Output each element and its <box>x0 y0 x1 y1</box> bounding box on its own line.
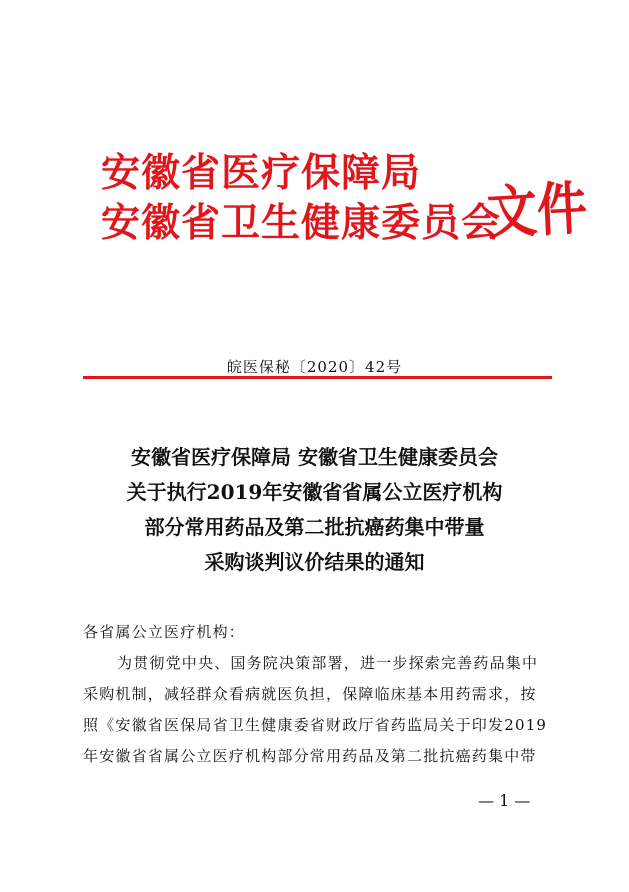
body-text-line: 为贯彻党中央、国务院决策部署，进一步探索完善药品集中 <box>117 654 539 672</box>
issuer-block <box>101 148 502 248</box>
issuer-name-health-commission: 安徽省卫生健康委员会 <box>101 200 502 246</box>
notice-title <box>0 440 629 580</box>
title-line: 关于执行2019年安徽省省属公立医疗机构 <box>126 480 503 504</box>
body-text-line: 照《安徽省医保局省卫生健康委省财政厅省药监局关于印发2019 <box>83 716 548 734</box>
notice-body <box>83 617 559 772</box>
title-line: 部分常用药品及第二批抗癌药集中带量 <box>144 515 485 539</box>
salutation: 各省属公立医疗机构： <box>83 623 246 641</box>
document-mark-wenjian: 文件 <box>485 173 589 248</box>
issuer-name-medical-security: 安徽省医疗保障局 <box>101 150 422 196</box>
document-number: 皖医保秘〔2020〕42号 <box>226 358 403 376</box>
title-line: 采购谈判议价结果的通知 <box>204 550 425 574</box>
body-text-line: 年安徽省省属公立医疗机构部分常用药品及第二批抗癌药集中带 <box>83 747 537 765</box>
page-number: — 1 — <box>478 791 531 810</box>
red-divider <box>83 376 552 379</box>
title-line: 安徽省医疗保障局 安徽省卫生健康委员会 <box>131 445 498 469</box>
body-text-line: 采购机制，减轻群众看病就医负担，保障临床基本用药需求，按 <box>83 685 537 703</box>
